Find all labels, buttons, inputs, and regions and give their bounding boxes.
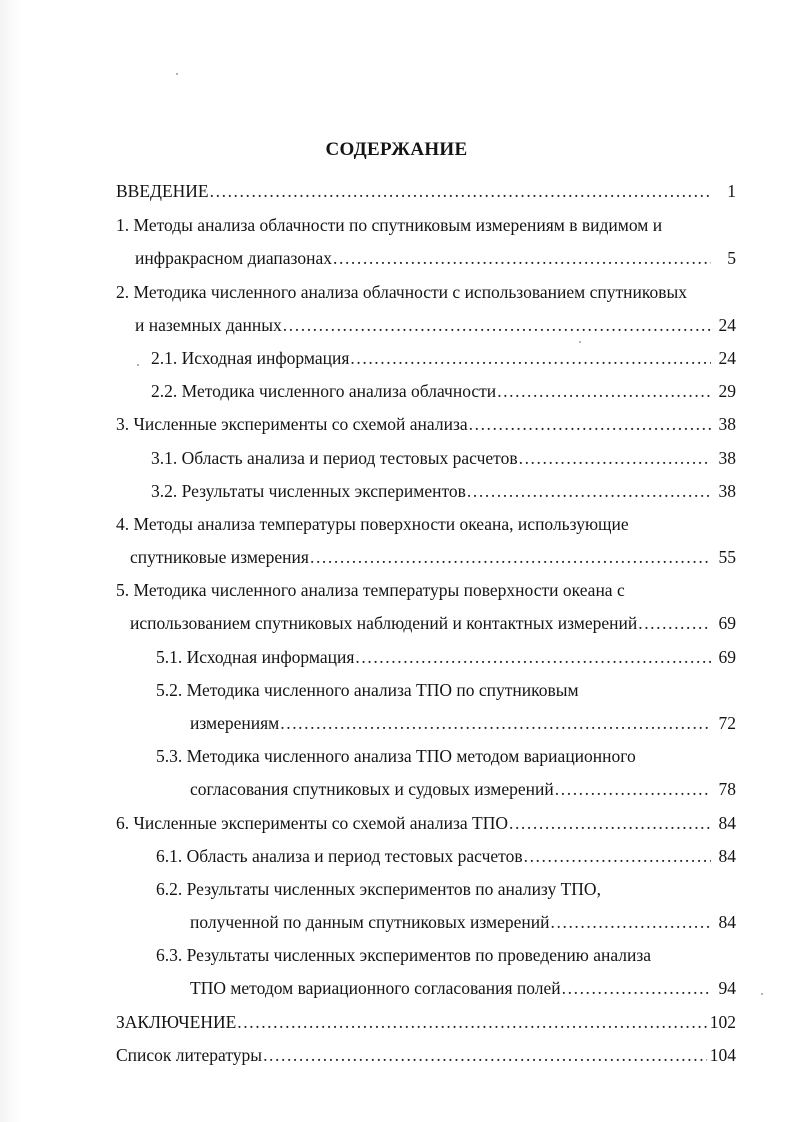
toc-entry-3-1 xyxy=(151,448,736,472)
toc-entry-text: измерениям xyxy=(190,713,280,733)
toc-page-number: 84 xyxy=(718,813,736,833)
toc-page-number: 69 xyxy=(718,647,736,667)
toc-entry-6-3 xyxy=(190,978,736,1002)
toc-entry-text: 6. Численные эксперименты со схемой анализа ТПО xyxy=(116,813,508,833)
toc-entry-5-2 xyxy=(190,713,736,737)
scan-edge-shadow xyxy=(0,0,22,1122)
toc-entry-6-1 xyxy=(156,846,736,870)
page-title: СОДЕРЖАНИЕ xyxy=(325,139,468,160)
toc-page-number: 38 xyxy=(718,448,736,468)
toc-page-number: 29 xyxy=(718,381,736,401)
toc-entry-text: 3.1. Область анализа и период тестовых расчетов xyxy=(151,448,518,468)
scan-speck xyxy=(176,73,178,75)
scan-speck xyxy=(137,364,139,366)
toc-entry-5-3 xyxy=(190,779,736,803)
toc-entry-6-2-line1: 6.2. Результаты численных экспериментов по анализу ТПО, xyxy=(156,879,601,899)
toc-page-number: 84 xyxy=(718,912,736,932)
dot-leader xyxy=(237,1012,706,1033)
toc-entry-5-3-line1: 5.3. Методика численного анализа ТПО методом вариационного xyxy=(156,746,636,766)
toc-page-number: 1 xyxy=(727,181,736,201)
dot-leader xyxy=(469,414,711,435)
dot-leader xyxy=(562,978,711,999)
toc-entry-1 xyxy=(135,248,736,272)
dot-leader xyxy=(467,481,711,502)
toc-entry-introduction xyxy=(116,181,736,205)
dot-leader xyxy=(283,315,711,336)
dot-leader xyxy=(524,846,711,867)
dot-leader xyxy=(551,912,711,933)
toc-entry-text: ТПО методом вариационного согласования полей xyxy=(190,978,561,998)
scan-speck xyxy=(579,341,581,343)
toc-entry-2-2 xyxy=(151,381,736,405)
toc-entry-text: 2.2. Методика численного анализа облачности xyxy=(151,381,497,401)
toc-page-number: 72 xyxy=(718,713,736,733)
toc-entry-2-line1: 2. Методика численного анализа облачности с использованием спутниковых xyxy=(116,282,687,302)
toc-entry-conclusion xyxy=(116,1012,736,1036)
toc-entry-text: ЗАКЛЮЧЕНИЕ xyxy=(116,1012,237,1032)
toc-page-number: 84 xyxy=(718,846,736,866)
toc-entry-5 xyxy=(130,613,736,637)
dot-leader xyxy=(355,647,711,668)
scan-speck xyxy=(761,993,763,995)
toc-entry-text: 3.2. Результаты численных экспериментов xyxy=(151,481,466,501)
dot-leader xyxy=(263,1045,707,1066)
toc-page-number: 94 xyxy=(718,978,736,998)
toc-entry-5-1 xyxy=(156,647,736,671)
dot-leader xyxy=(638,613,711,634)
toc-entry-1-line1: 1. Методы анализа облачности по спутниковым измерениям в видимом и xyxy=(116,215,663,235)
dot-leader xyxy=(310,547,711,568)
toc-entry-6 xyxy=(116,813,736,837)
toc-page-number: 69 xyxy=(718,613,736,633)
dot-leader xyxy=(350,348,711,369)
toc-page-number: 5 xyxy=(727,248,736,268)
toc-entry-text: спутниковые измерения xyxy=(130,547,309,567)
toc-entry-text: согласования спутниковых и судовых измерений xyxy=(190,779,554,799)
toc-entry-text: 3. Численные эксперименты со схемой анализа xyxy=(116,414,468,434)
toc-entry-3-2 xyxy=(151,481,736,505)
toc-entry-text: Список литературы xyxy=(116,1045,263,1065)
toc-entry-3 xyxy=(116,414,736,438)
toc-entry-text: ВВЕДЕНИЕ xyxy=(116,181,209,201)
toc-entry-6-3-line1: 6.3. Результаты численных экспериментов по проведению анализа xyxy=(156,945,652,965)
toc-page-number: 102 xyxy=(709,1012,736,1032)
toc-entry-text: 6.1. Область анализа и период тестовых расчетов xyxy=(156,846,523,866)
toc-entry-references xyxy=(116,1045,736,1069)
toc-entry-6-2 xyxy=(190,912,736,936)
dot-leader xyxy=(509,813,711,834)
dot-leader xyxy=(555,779,711,800)
toc-page-number: 78 xyxy=(718,779,736,799)
toc-page-number: 38 xyxy=(718,414,736,434)
toc-entry-2-1 xyxy=(151,348,736,372)
toc-page-number: 104 xyxy=(709,1045,736,1065)
toc-page-number: 55 xyxy=(718,547,736,567)
toc-page-number: 24 xyxy=(718,315,736,335)
dot-leader xyxy=(333,248,711,269)
toc-entry-text: полученной по данным спутниковых измерений xyxy=(190,912,550,932)
toc-entry-text: и наземных данных xyxy=(135,315,282,335)
dot-leader xyxy=(210,181,711,202)
toc-page-number: 38 xyxy=(718,481,736,501)
toc-page-number: 24 xyxy=(718,348,736,368)
toc-entry-text: 5.1. Исходная информация xyxy=(156,647,355,667)
toc-entry-5-line1: 5. Методика численного анализа температуры поверхности океана с xyxy=(116,580,625,600)
dot-leader xyxy=(519,448,711,469)
toc-entry-4-line1: 4. Методы анализа температуры поверхности океана, использующие xyxy=(116,514,629,534)
dot-leader xyxy=(497,381,711,402)
toc-entry-text: использованием спутниковых наблюдений и контактных измерений xyxy=(130,613,638,633)
toc-entry-2 xyxy=(135,315,736,339)
toc-entry-text: 2.1. Исходная информация xyxy=(151,348,350,368)
toc-entry-4 xyxy=(130,547,736,571)
toc-entry-5-2-line1: 5.2. Методика численного анализа ТПО по спутниковым xyxy=(156,680,579,700)
toc-entry-text: инфракрасном диапазонах xyxy=(135,248,332,268)
dot-leader xyxy=(280,713,711,734)
